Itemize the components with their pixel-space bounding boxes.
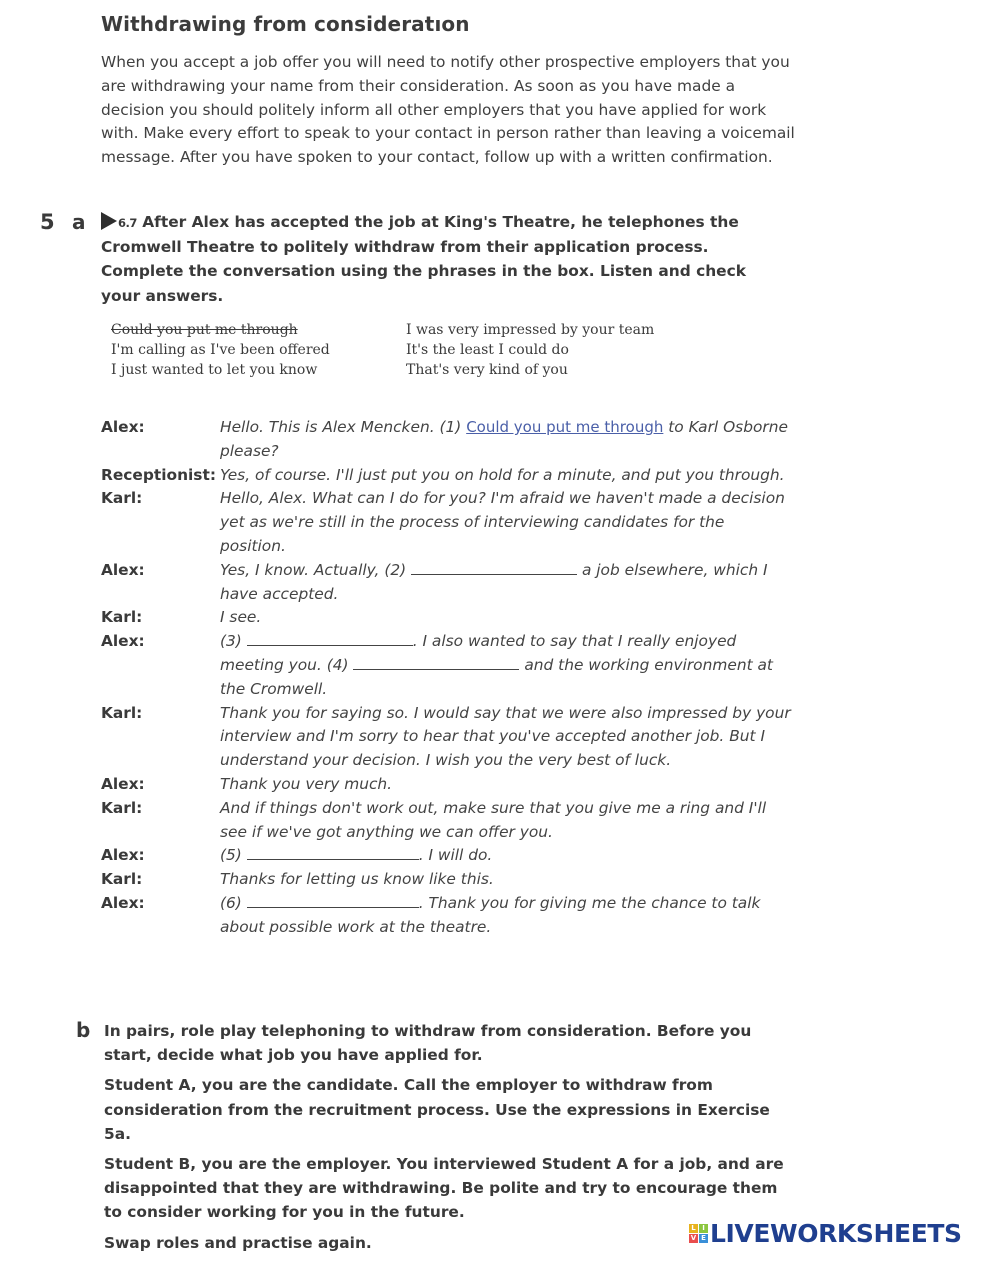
speaker: Alex: (101, 632, 145, 651)
dialogue-line: Thank you for saying so. I would say that we were also impressed by your interview and I'm sorry to hear that you've accepted another job. But I understand your decision. I wish you the very best of luck. (220, 703, 791, 770)
speaker: Karl: (101, 608, 143, 627)
logo-mark-letter: L (689, 1224, 698, 1233)
speaker: Alex: (101, 418, 145, 436)
dialogue-line: I see. (220, 608, 262, 627)
speaker: Karl: (101, 489, 143, 508)
dialogue-line: Yes, of course. I'll just put you on hold for a minute, and put you through. (220, 465, 785, 484)
intro-paragraph: When you accept a job offer you will need to notify other prospective employers that you are withdrawing your name from their consideration. As soon as you have made a decision you should politely inform all other employers that you have applied for work with. Make every effort to speak to your contact in person rather than leaving a voicemail message. After you have spoken to your contact, follow up with a written confirmation. (101, 53, 795, 167)
dialogue-line: Yes, I know. Actually, (2) a job elsewhere, which I have accepted. (220, 560, 768, 603)
dialogue-line: Thank you very much. (220, 774, 393, 793)
answer-field-6[interactable] (247, 892, 419, 908)
part-b-letter: b (76, 1018, 91, 1042)
speaker: Alex: (101, 774, 145, 793)
dialogue-line: Hello, Alex. What can I do for you? I'm afraid we haven't made a decision yet as we're still in the process of interviewing candidates for the position. (220, 489, 785, 555)
logo-text: LIVEWORKSHEETS (710, 1218, 962, 1248)
dialogue-row (101, 416, 801, 464)
speaker: Receptionist: (101, 465, 216, 484)
logo-mark-letter: V (690, 1233, 697, 1242)
speaker: Karl: (101, 798, 143, 817)
dialogue-row (101, 773, 801, 797)
audio-play-icon[interactable] (101, 212, 117, 230)
speaker: Karl: (101, 870, 143, 889)
answer-field-5[interactable] (247, 844, 419, 860)
dialogue-line: Thanks for letting us know like this. (220, 870, 494, 889)
page-title: Withdrawing from consideratıon (101, 12, 470, 36)
dialogue-line: And if things don't work out, make sure that you give me a ring and I'll see if we've got anything we can offer you. (220, 798, 767, 841)
exercise-number: 5 (40, 210, 55, 234)
part-b-paragraph: In pairs, role play telephoning to withdraw from consideration. Before you start, decide what job you have applied for. (104, 1022, 752, 1065)
dialogue-line: (6) . Thank you for giving me the chance to talk about possible work at the theatre. (220, 893, 761, 936)
dialogue-row (101, 844, 801, 868)
dialogue-row (101, 487, 801, 558)
phrase-column-right (406, 320, 654, 380)
dialogue-row (101, 464, 801, 488)
logo-mark-letter: E (699, 1234, 708, 1243)
speaker: Alex: (101, 893, 145, 912)
logo-mark-icon (689, 1224, 708, 1243)
dialogue-row (101, 702, 801, 773)
speaker: Alex: (101, 560, 145, 579)
audio-track-number: 6.7 (118, 216, 137, 230)
phrase-item: I'm calling as I've been offered (111, 342, 330, 358)
dialogue-row (101, 559, 801, 607)
answer-field-2[interactable] (411, 559, 577, 575)
dialogue (101, 416, 801, 940)
answer-field-4[interactable] (353, 654, 519, 670)
part-a-instruction (101, 210, 781, 308)
speaker: Alex: (101, 846, 145, 865)
dialogue-line: (3) . I also wanted to say that I really enjoyed meeting you. (4) and the working environment at the Cromwell. (220, 632, 773, 698)
part-b-paragraph: Student A, you are the candidate. Call the employer to withdraw from consideration from the recruitment process. Use the expressions in Exercise 5a. (104, 1076, 770, 1143)
phrase-column-left (111, 320, 330, 380)
phrase-item: It's the least I could do (406, 342, 569, 358)
dialogue-row (101, 868, 801, 892)
dialogue-row (101, 606, 801, 630)
dialogue-row (101, 797, 801, 845)
phrase-item: That's very kind of you (406, 362, 568, 378)
instruction-text: After Alex has accepted the job at King's Theatre, he telephones the Cromwell Theatre to politely withdraw from their application process. Complete the conversation using the phrases in the box. Listen and check your answers. (101, 213, 746, 305)
dialogue-line: (5) . I will do. (220, 846, 493, 865)
phrase-item: I was very impressed by your team (406, 322, 655, 338)
part-b-paragraph: Student B, you are the employer. You interviewed Student A for a job, and are disappointed that they are withdrawing. Be polite and try to encourage them to consider working for you in the future. (104, 1155, 784, 1222)
dialogue-row (101, 630, 801, 701)
dialogue-line: Hello. This is Alex Mencken. (1) Could you put me through to Karl Osborne please? (220, 418, 788, 460)
speaker: Karl: (101, 703, 143, 722)
logo-mark-letter: I (699, 1224, 708, 1233)
part-a-letter: a (72, 210, 86, 234)
phrase-item: Could you put me through (111, 322, 298, 338)
part-b-paragraph: Swap roles and practise again. (104, 1233, 372, 1252)
dialogue-row (101, 892, 801, 940)
liveworksheets-logo[interactable] (689, 1218, 962, 1248)
phrase-item: I just wanted to let you know (111, 362, 318, 378)
answer-field-3[interactable] (247, 630, 413, 646)
answer-field-1[interactable]: Could you put me through (466, 418, 664, 436)
